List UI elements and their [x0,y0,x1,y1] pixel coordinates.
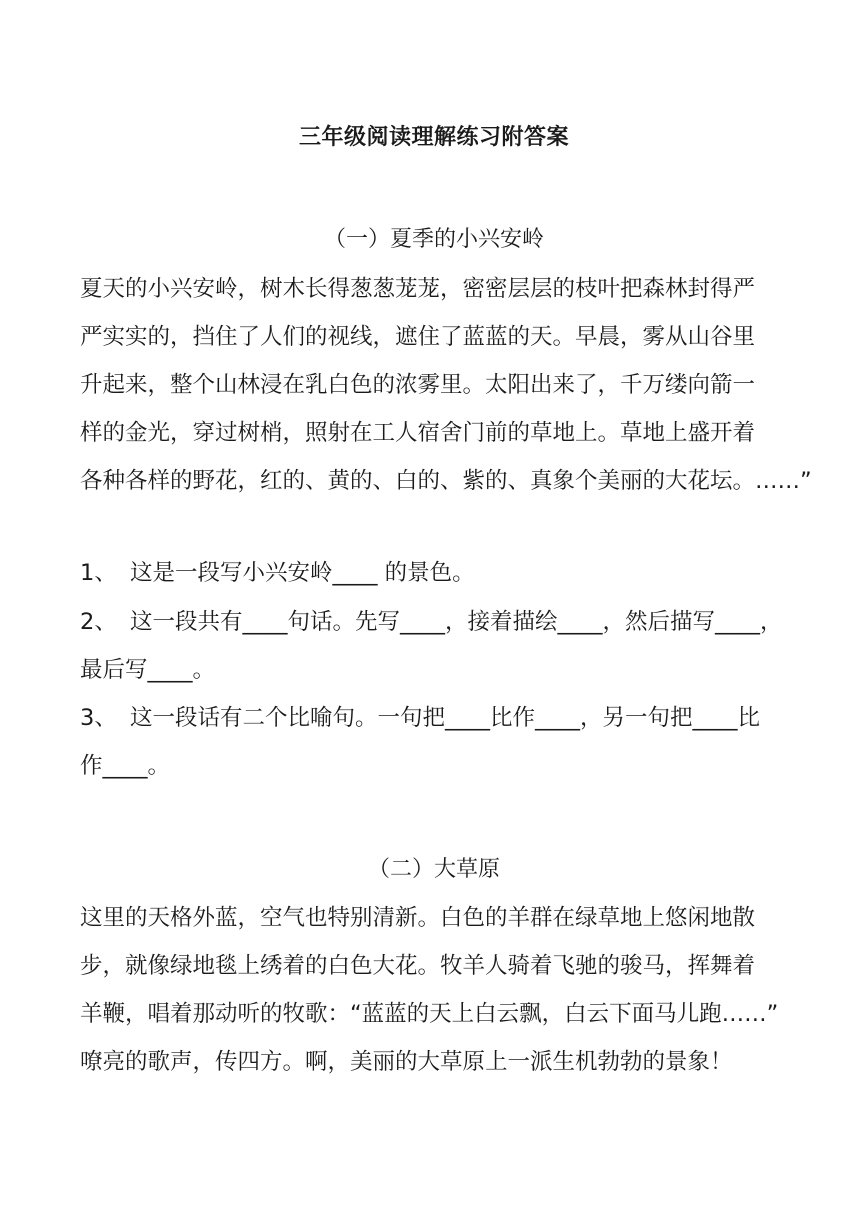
section-1-passage [80,265,812,505]
passage-line: 升起来，整个山林浸在乳白色的浓雾里。太阳出来了，千万缕向箭一 [80,372,756,398]
document-title: 三年级阅读理解练习附答案 [298,125,569,150]
passage-line: 严实实的，挡住了人们的视线，遮住了蓝蓝的天。早晨，雾从山谷里 [80,324,756,350]
question-1 [80,549,792,597]
question-number: 1、 [80,560,117,586]
passage-line: 夏天的小兴安岭，树木长得葱葱茏茏，密密层层的枝叶把森林封得严 [80,276,756,302]
question-text-continued: 最后写____。 [80,657,216,683]
passage-line: 样的金光，穿过树梢，照射在工人宿舍门前的草地上。草地上盛开着 [80,420,756,446]
question-number: 2、 [80,609,117,635]
question-3 [80,694,792,790]
question-text: 这是一段写小兴安岭____ 的景色。 [130,560,475,586]
passage-line: 这里的天格外蓝，空气也特别清新。白色的羊群在绿草地上悠闲地散 [80,905,756,931]
passage-line: 各种各样的野花，红的、黄的、白的、紫的、真象个美丽的大花坛。……” [80,468,812,494]
question-number: 3、 [80,705,117,731]
section-1-heading: （一）夏季的小兴安岭 [323,227,544,252]
section-2-heading: （二）大草原 [367,857,500,882]
question-text: 这一段共有____句话。先写____，接着描绘____，然后描写____， [130,609,783,635]
question-text-continued: 作____。 [80,753,171,779]
passage-line: 嘹亮的歌声，传四方。啊，美丽的大草原上一派生机勃勃的景象！ [80,1049,733,1075]
question-2 [80,598,792,694]
section-2-passage [80,894,792,1086]
passage-line: 羊鞭，唱着那动听的牧歌：“蓝蓝的天上白云飘，白云下面马儿跑……” [80,1001,779,1027]
question-text: 这一段话有二个比喻句。一句把____比作____，另一句把____比 [130,705,761,731]
passage-line: 步，就像绿地毯上绣着的白色大花。牧羊人骑着飞驰的骏马，挥舞着 [80,953,756,979]
